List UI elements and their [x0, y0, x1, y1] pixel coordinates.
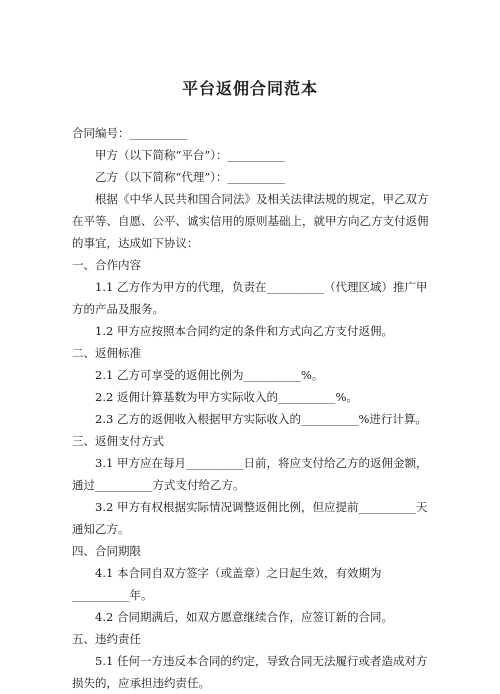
clause-paragraph: 2.3 乙方的返佣收入根据甲方实际收入的__________%进行计算。 [95, 412, 427, 426]
document-body [72, 122, 436, 694]
clause-paragraph: 2.2 返佣计算基数为甲方实际收入的__________%。 [95, 390, 358, 404]
clause-paragraph: 3.1 甲方应在每月__________日前，将应支付给乙方的返佣金额，通过__________方式支付给乙方。 [72, 456, 428, 492]
section-heading: 五、违约责任 [72, 632, 141, 646]
clause-paragraph: 2.1 乙方可享受的返佣比例为__________%。 [95, 368, 324, 382]
clause-paragraph: 甲方（以下简称“平台”）：__________ [95, 148, 286, 162]
clause-paragraph: 1.1 乙方作为甲方的代理，负责在__________（代理区域）推广甲方的产品及服务。 [72, 280, 428, 316]
clause-paragraph: 3.2 甲方有权根据实际情况调整返佣比例，但应提前__________天通知乙方。 [72, 500, 428, 536]
clause-paragraph: 根据《中华人民共和国合同法》及相关法律法规的规定，甲乙双方在平等、自愿、公平、诚实信用的原则基础上，就甲方向乙方支付返佣的事宜，达成如下协议： [72, 192, 429, 250]
section-heading: 三、返佣支付方式 [72, 434, 164, 448]
clause-paragraph: 4.1 本合同自双方签字（或盖章）之日起生效，有效期为__________年。 [72, 566, 382, 602]
section-heading: 四、合同期限 [72, 544, 141, 558]
document-title: 平台返佣合同范本 [181, 79, 318, 98]
clause-paragraph: 5.1 任何一方违反本合同的约定，导致合同无法履行或者造成对方损失的，应承担违约责任。 [72, 654, 428, 690]
clause-paragraph: 4.2 合同期满后，如双方愿意继续合作，应签订新的合同。 [95, 610, 393, 624]
clause-paragraph: 乙方（以下简称“代理”）：__________ [95, 170, 286, 184]
clause-paragraph: 1.2 甲方应按照本合同约定的条件和方式向乙方支付返佣。 [95, 324, 393, 338]
section-heading: 合同编号：__________ [72, 126, 187, 140]
section-heading: 一、合作内容 [72, 258, 141, 272]
section-heading: 二、返佣标准 [72, 346, 141, 360]
